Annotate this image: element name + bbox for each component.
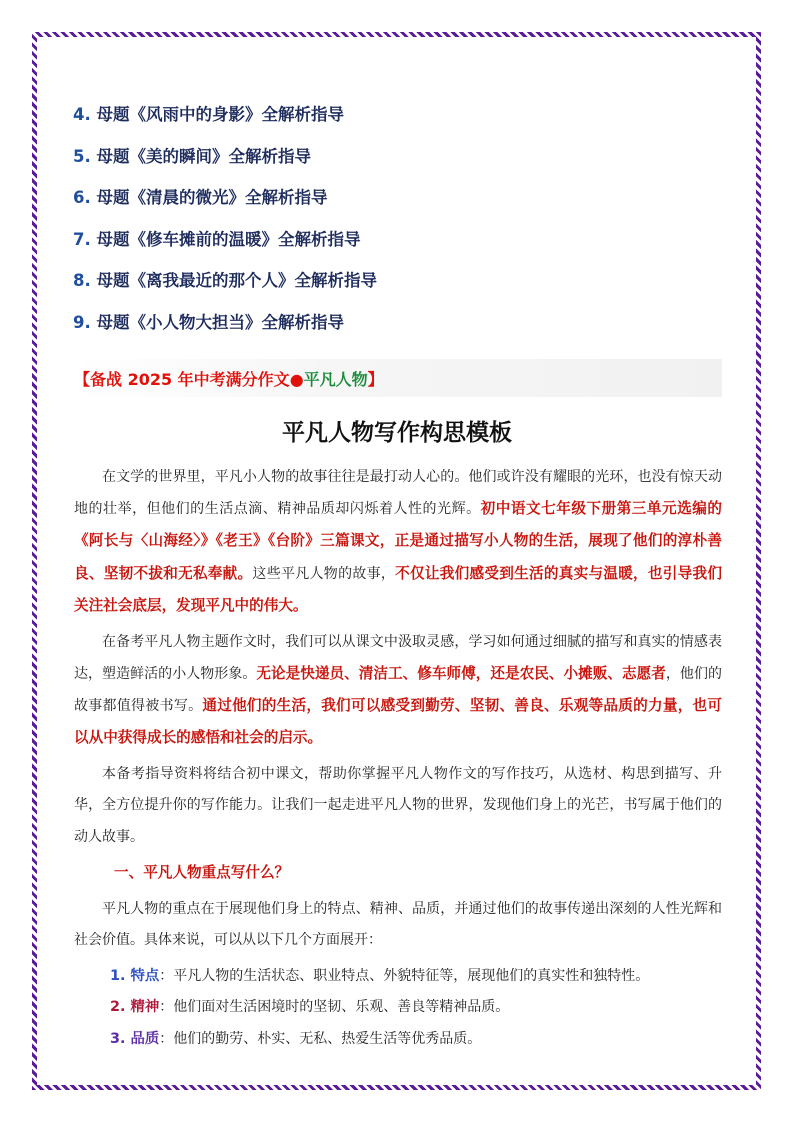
section-banner bbox=[74, 359, 722, 397]
toc-item[interactable]: 7. 母题《修车摊前的温暖》全解析指导 bbox=[73, 229, 361, 249]
paragraph: 在备考平凡人物主题作文时，我们可以从课文中汲取灵感，学习如何通过细腻的描写和真实的情感表达，塑造鲜活的小人物形象。无论是快递员、清洁工、修车师傅，还是农民、小摊贩、志愿者，他们的故事都值得被书写。通过他们的生活，我们可以感受到勤劳、坚韧、善良、乐观等品质的力量，也可以从中获得成长的感悟和社会的启示。 bbox=[74, 633, 723, 747]
page-title: 平凡人物写作构思模板 bbox=[282, 420, 512, 446]
bullet-dot-icon: ● bbox=[289, 370, 304, 389]
list-item: 1. 特点：平凡人物的生活状态、职业特点、外貌特征等，展现他们的真实性和独特性。 bbox=[110, 967, 650, 984]
table-of-contents bbox=[73, 100, 377, 350]
section-heading: 一、平凡人物重点写什么？ bbox=[114, 863, 290, 881]
list-item: 3. 品质：他们的勤劳、朴实、无私、热爱生活等优秀品质。 bbox=[110, 1031, 482, 1048]
banner-text: 【备战 2025 年中考满分作文●平凡人物】 bbox=[74, 370, 384, 389]
toc-item[interactable]: 6. 母题《清晨的微光》全解析指导 bbox=[73, 188, 328, 208]
list-item: 2. 精神：他们面对生活困境时的坚韧、乐观、善良等精神品质。 bbox=[110, 999, 510, 1016]
toc-item[interactable]: 4. 母题《风雨中的身影》全解析指导 bbox=[73, 105, 344, 124]
paragraph: 本备考指导资料将结合初中课文，帮助你掌握平凡人物作文的写作技巧，从选材、构思到描写、升华，全方位提升你的写作能力。让我们一起走进平凡人物的世界，发现他们身上的光芒，书写属于他们的动人故事。 bbox=[74, 766, 722, 845]
article-body bbox=[74, 462, 722, 1056]
paragraph: 平凡人物的重点在于展现他们身上的特点、精神、品质，并通过他们的故事传递出深刻的人性光辉和社会价值。具体来说，可以从以下几个方面展开： bbox=[74, 900, 722, 948]
toc-item[interactable]: 9. 母题《小人物大担当》全解析指导 bbox=[73, 312, 344, 332]
toc-item[interactable]: 5. 母题《美的瞬间》全解析指导 bbox=[73, 146, 311, 166]
paragraph: 在文学的世界里，平凡小人物的故事往往是最打动人心的。他们或许没有耀眼的光环，也没有惊天动地的壮举，但他们的生活点滴、精神品质却闪烁着人性的光辉。初中语文七年级下册第三单元选编的《阿长与〈山海经〉》《老王》《台阶》三篇课文，正是通过描写小人物的生活，展现了他们的淳朴善良、坚韧不拔和无私奉献。这些平凡人物的故事，不仅让我们感受到生活的真实与温暖，也引导我们关注社会底层，发现平凡中的伟大。 bbox=[74, 469, 722, 614]
toc-item[interactable]: 8. 母题《离我最近的那个人》全解析指导 bbox=[73, 271, 377, 291]
